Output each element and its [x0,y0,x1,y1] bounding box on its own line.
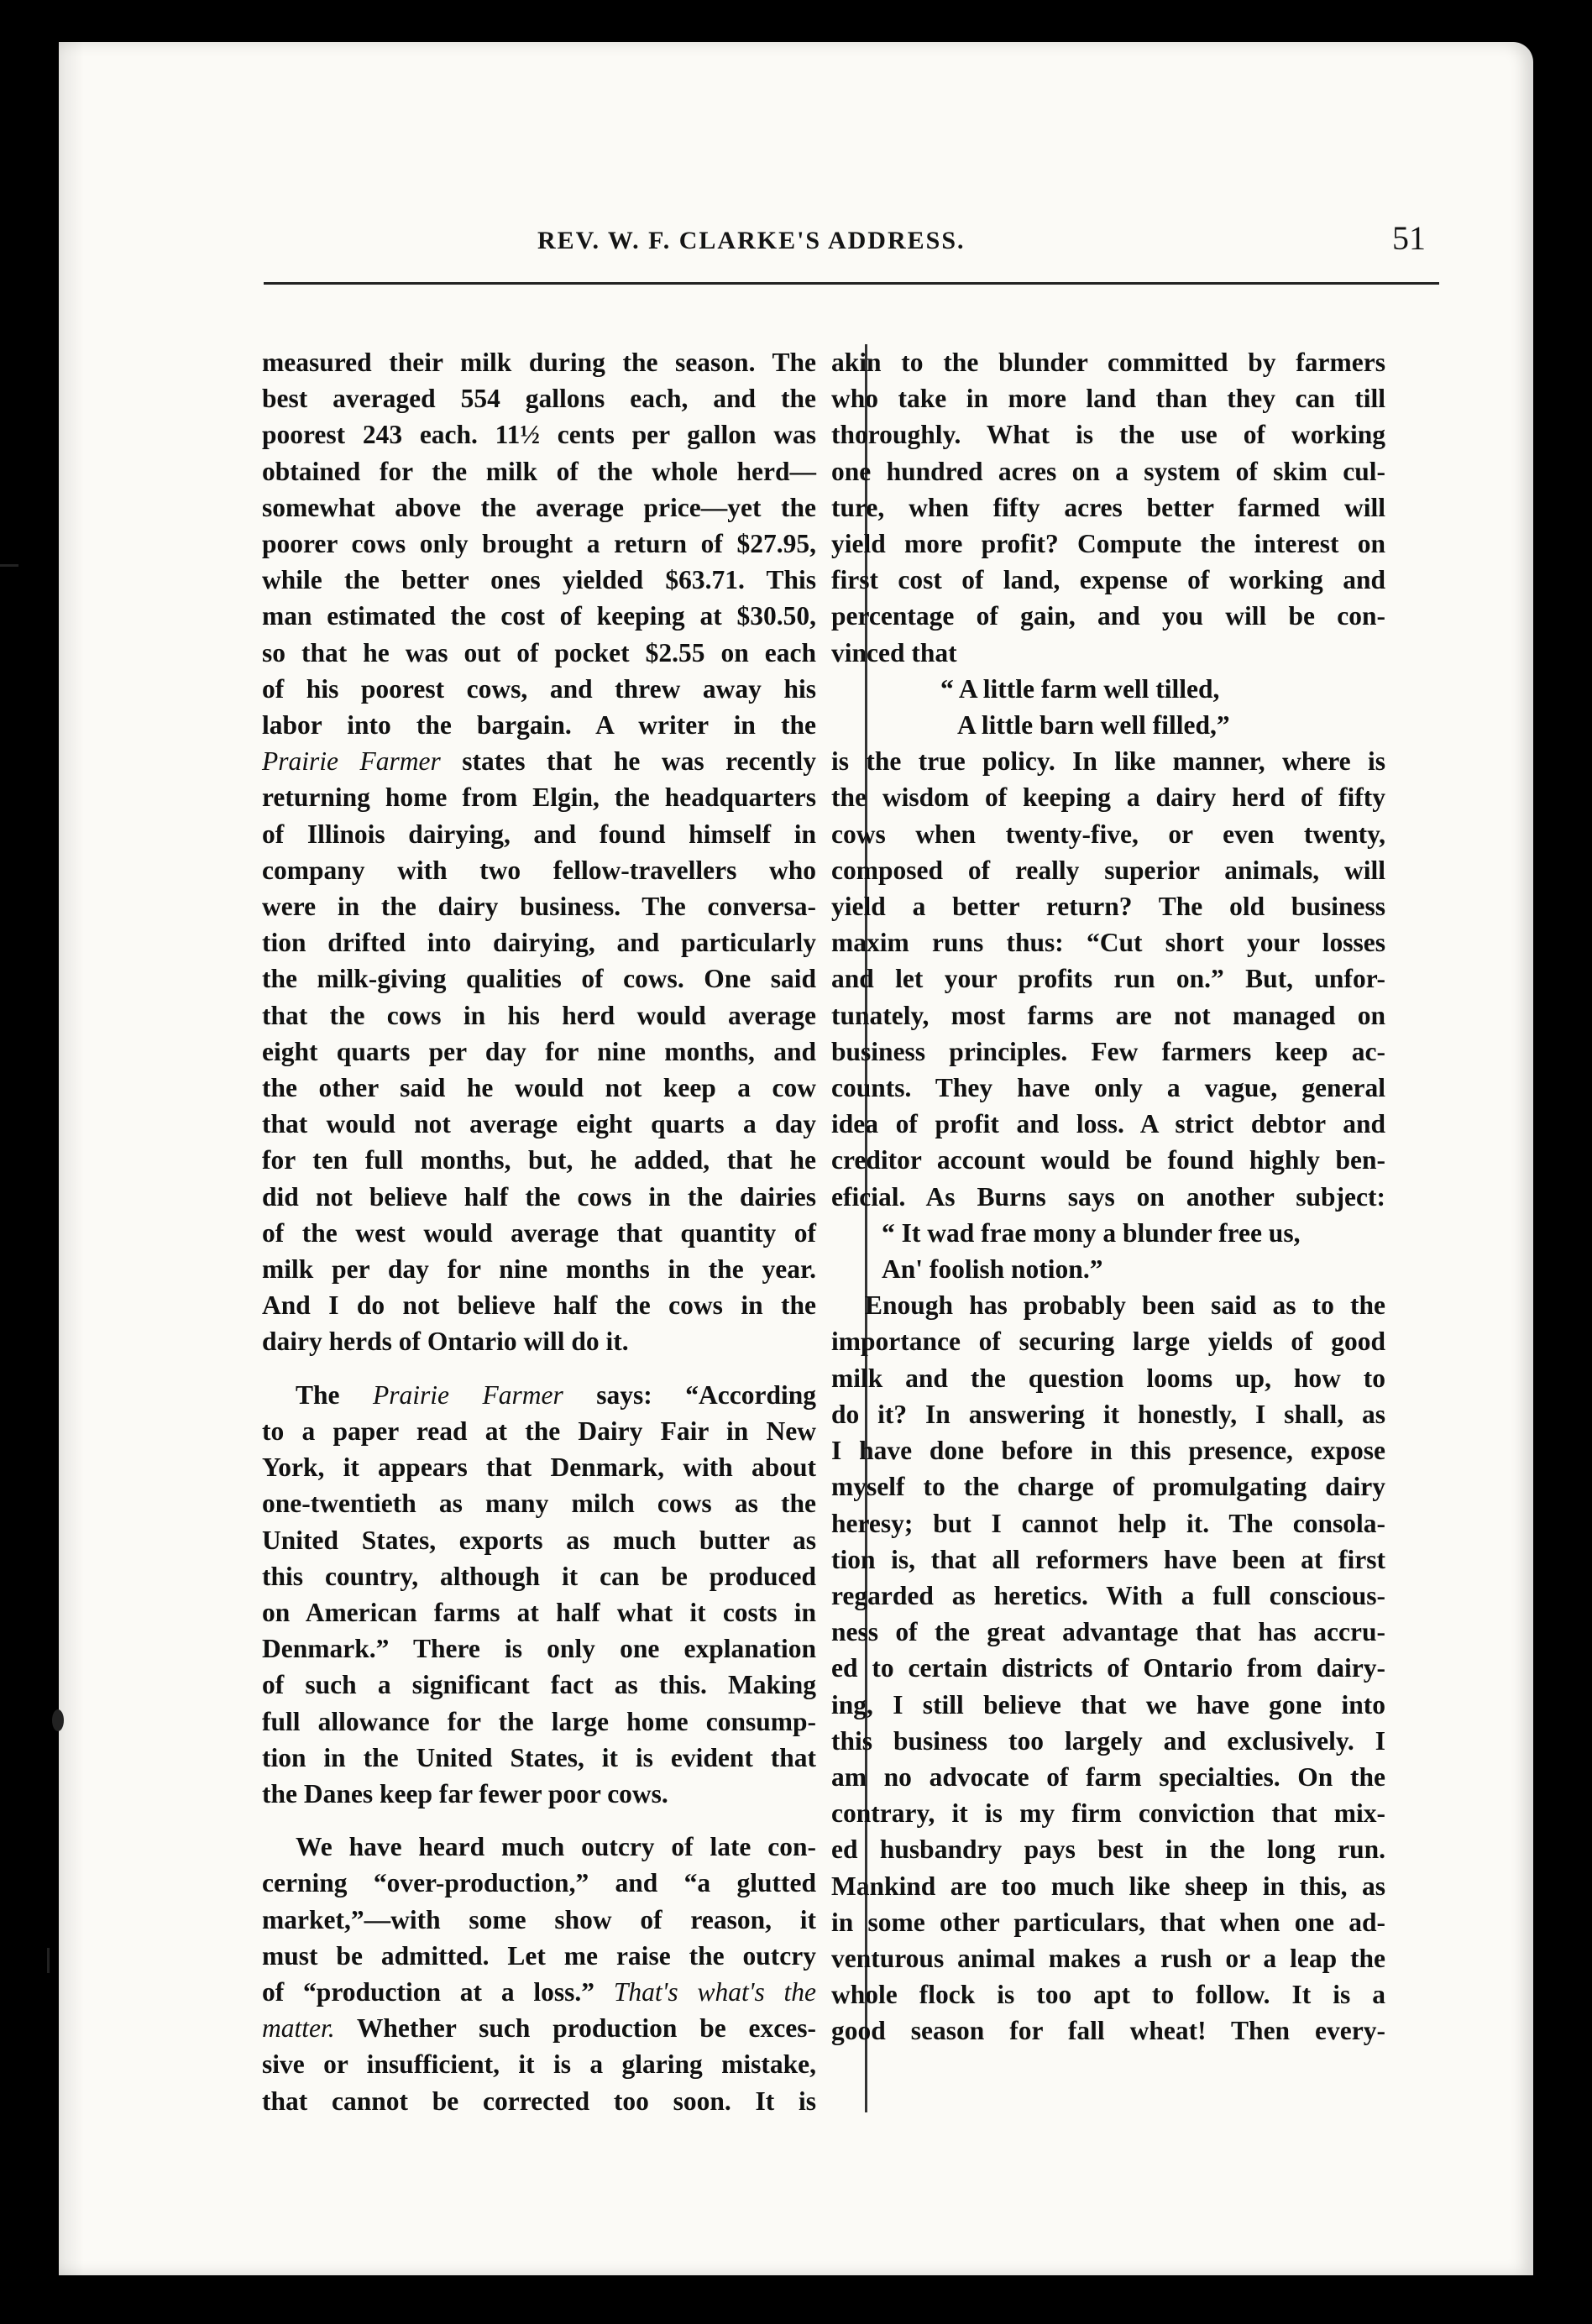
book-page [59,42,1533,2275]
text-line: one hundred acres on a system of skim cul- [831,456,1385,486]
text-line: akin to the blunder committed by farmers [831,348,1385,377]
text-line: on American farms at half what it costs in [262,1597,816,1627]
text-line: of the west would average that quantity of [262,1217,816,1248]
text-line: regarded as heretics. With a full conscious- [831,1580,1385,1610]
text-line: of his poorest cows, and threw away his [262,673,816,704]
binding-mark [47,1948,50,1973]
text-line: measured their milk during the season. The [262,348,816,377]
binding-mark [52,1709,64,1731]
text-line: Denmark.” There is only one explanation [262,1634,816,1664]
text-line: ture, when fifty acres better farmed will [831,492,1385,522]
text-line: that the cows in his herd would average [262,1000,816,1030]
text-line: composed of really superior animals, will [831,855,1385,885]
text-line: the milk-giving qualities of cows. One said [262,964,816,994]
text-line: the other said he would not keep a cow [262,1073,816,1103]
text-line: first cost of land, expense of working and [831,565,1385,595]
text-line: obtained for the milk of the whole herd— [262,456,816,486]
text-line: United States, exports as much butter as [262,1525,816,1555]
text-line: somewhat above the average price—yet the [262,492,816,522]
text-line: We have heard much outcry of late con- [296,1832,816,1862]
text-line: labor into the bargain. A writer in the [262,710,816,741]
page-number: 51 [1392,219,1426,257]
text-line: cows when twenty-five, or even twenty, [831,819,1385,849]
text-line: tunately, most farms are not managed on [831,1000,1385,1030]
text-line: the Danes keep far fewer poor cows. [262,1778,668,1808]
text-line: in some other particulars, that when one ad- [831,1907,1385,1937]
text-line: of “production at a loss.” That's what's the [262,1976,816,2007]
left-column [262,344,816,2119]
text-line: did not believe half the cows in the dairies [262,1181,816,1212]
text-line: heresy; but I cannot help it. The consola- [831,1508,1385,1538]
text-line: dairy herds of Ontario will do it. [262,1327,629,1357]
header-rule [264,282,1439,285]
text-line: to a paper read at the Dairy Fair in New [262,1416,816,1446]
text-line: the wisdom of keeping a dairy herd of fifty [831,783,1385,813]
text-line: percentage of gain, and you will be con- [831,601,1385,631]
text-line: yield a better return? The old business [831,892,1385,922]
text-line: is the true policy. In like manner, where is [831,746,1385,777]
running-head: REV. W. F. CLARKE'S ADDRESS. [537,227,966,254]
text-line: poorest 243 each. 11½ cents per gallon was [262,420,816,450]
text-line: of Illinois dairying, and found himself in [262,819,816,849]
text-line: full allowance for the large home consump- [262,1706,816,1736]
text-line: this business too largely and exclusively. I [831,1725,1385,1756]
verse-line: An' foolish notion.” [882,1254,1103,1285]
text-line: were in the dairy business. The conversa- [262,892,816,922]
paragraph-gap [262,1360,816,1377]
text-line: man estimated the cost of keeping at $30.50, [262,601,816,631]
text-line: who take in more land than they can till [831,384,1385,414]
text-line: whole flock is too apt to follow. It is a [831,1980,1385,2010]
text-line: ed husbandry pays best in the long run. [831,1835,1385,1865]
text-line: Enough has probably been said as to the [865,1290,1385,1321]
paragraph-gap [262,1812,816,1829]
text-line: ing, I still believe that we have gone into [831,1689,1385,1719]
text-line: Mankind are too much like sheep in this, as [831,1871,1385,1901]
verse-line: “ It wad frae mony a blunder free us, [882,1217,1301,1248]
text-line: vinced that [831,637,957,667]
text-line: myself to the charge of promulgating dairy [831,1472,1385,1502]
text-line: eficial. As Burns says on another subject: [831,1181,1385,1212]
text-line: venturous animal makes a rush or a leap the [831,1943,1385,1973]
text-line: milk per day for nine months in the year. [262,1254,816,1285]
text-line: idea of profit and loss. A strict debtor and [831,1109,1385,1139]
text-line: The Prairie Farmer says: “According [296,1379,816,1410]
text-line: eight quarts per day for nine months, and [262,1036,816,1066]
text-line: this country, although it can be produced [262,1561,816,1591]
text-line: for ten full months, but, he added, that he [262,1145,816,1175]
text-line: sive or insufficient, it is a glaring mistake, [262,2049,816,2080]
text-line: am no advocate of farm specialties. On the [831,1761,1385,1792]
text-line: that would not average eight quarts a day [262,1109,816,1139]
text-line: returning home from Elgin, the headquarters [262,783,816,813]
text-line: York, it appears that Denmark, with about [262,1452,816,1483]
verse-line: “ A little farm well tilled, [940,673,1220,704]
right-column [831,344,1385,2049]
text-line: do it? In answering it honestly, I shall, as [831,1399,1385,1429]
text-line: that cannot be corrected too soon. It is [262,2086,816,2116]
binding-mark [0,564,18,567]
text-line: importance of securing large yields of good [831,1327,1385,1357]
text-line: best averaged 554 gallons each, and the [262,384,816,414]
text-line: business principles. Few farmers keep ac- [831,1036,1385,1066]
text-line: milk and the question looms up, how to [831,1363,1385,1393]
verse-line: A little barn well filled,” [957,710,1230,741]
text-line: one-twentieth as many milch cows as the [262,1489,816,1519]
text-line: thoroughly. What is the use of working [831,420,1385,450]
text-line: of such a significant fact as this. Making [262,1670,816,1700]
text-line: And I do not believe half the cows in the [262,1290,816,1321]
text-line: poorer cows only brought a return of $27.95, [262,529,816,559]
text-line: market,”—with some show of reason, it [262,1904,816,1934]
text-line: I have done before in this presence, expose [831,1436,1385,1466]
text-line: company with two fellow-travellers who [262,855,816,885]
text-line: counts. They have only a vague, general [831,1073,1385,1103]
text-line: tion drifted into dairying, and particularly [262,928,816,958]
text-line: ness of the great advantage that has accru- [831,1617,1385,1647]
text-line: must be admitted. Let me raise the outcry [262,1940,816,1971]
text-line: while the better ones yielded $63.71. This [262,565,816,595]
text-line: and let your profits run on.” But, unfor- [831,964,1385,994]
text-line: good season for fall wheat! Then every- [831,2016,1385,2046]
text-line: ed to certain districts of Ontario from dairy- [831,1653,1385,1683]
text-line: contrary, it is my firm conviction that mix- [831,1798,1385,1829]
text-line: matter. Whether such production be exces- [262,2013,816,2044]
text-line: cerning “over-production,” and “a glutted [262,1868,816,1898]
text-line: so that he was out of pocket $2.55 on each [262,637,816,667]
text-line: Prairie Farmer states that he was recently [262,746,816,777]
text-line: yield more profit? Compute the interest on [831,529,1385,559]
text-line: maxim runs thus: “Cut short your losses [831,928,1385,958]
text-line: creditor account would be found highly ben- [831,1145,1385,1175]
text-line: tion in the United States, it is evident that [262,1742,816,1772]
text-line: tion is, that all reformers have been at first [831,1544,1385,1574]
